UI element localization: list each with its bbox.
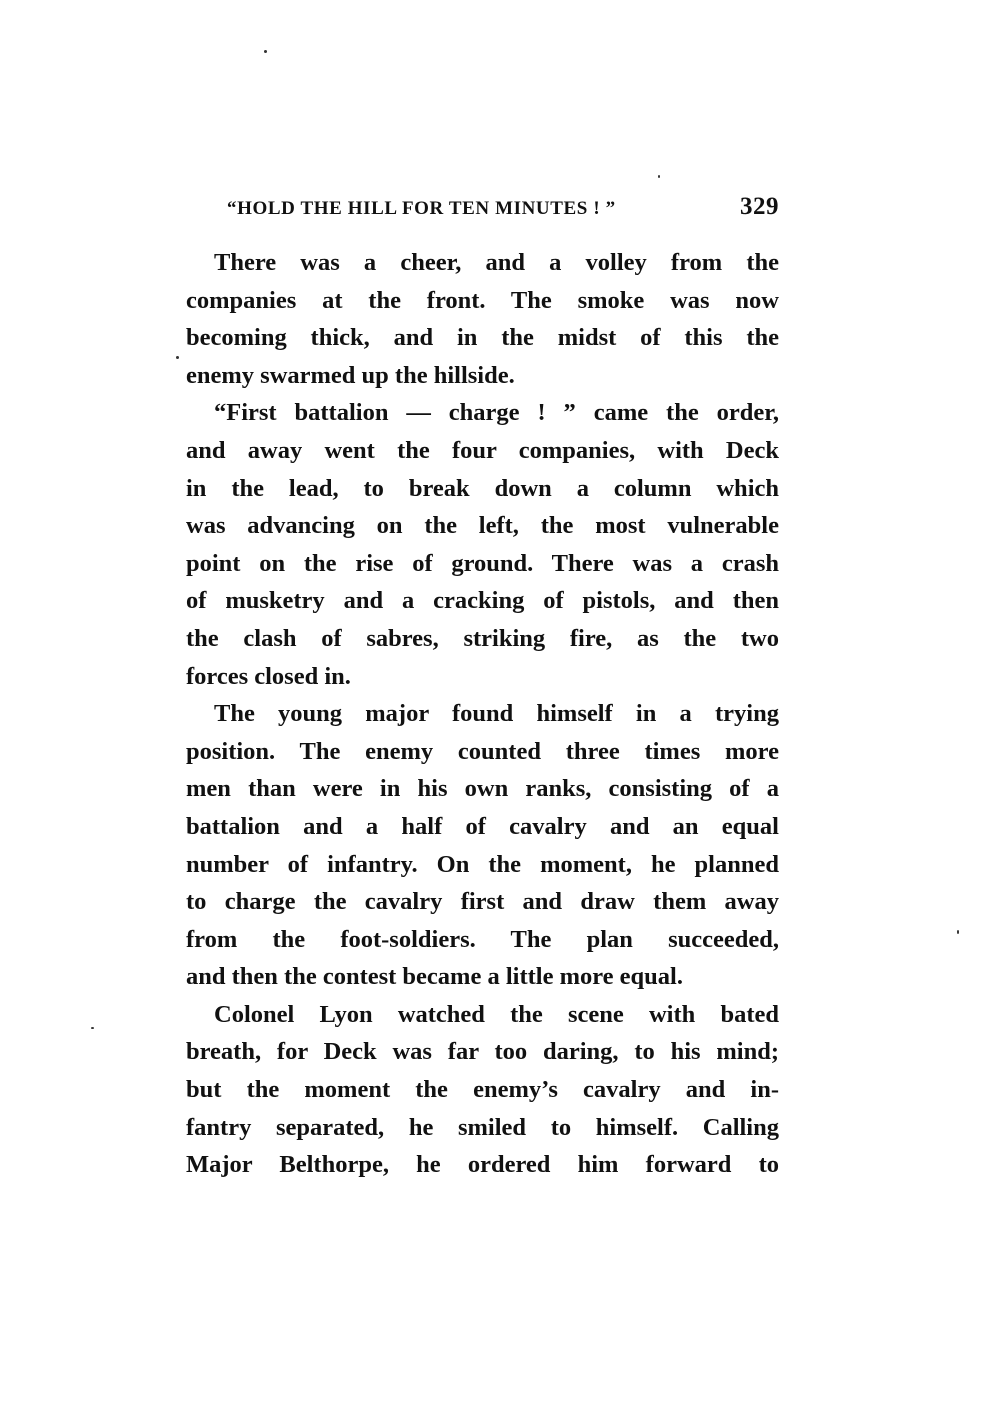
text-line: Colonel Lyon watched the scene with bated <box>214 1000 779 1028</box>
scan-speck <box>91 1027 94 1029</box>
text-line: The young major found himself in a trying <box>214 700 779 728</box>
paragraph <box>186 695 779 996</box>
text-line: forces closed in. <box>186 662 351 690</box>
text-line: was advancing on the left, the most vulnerable <box>186 512 779 540</box>
scan-speck <box>264 50 267 53</box>
scan-speck <box>957 930 959 934</box>
text-line: and away went the four companies, with Deck <box>186 436 779 464</box>
running-head <box>227 193 779 225</box>
running-title: “HOLD THE HILL FOR TEN MINUTES ! ” <box>227 198 616 219</box>
text-line: battalion and a half of cavalry and an equal <box>186 812 779 840</box>
text-line: the clash of sabres, striking fire, as the two <box>186 624 779 652</box>
text-line: of musketry and a cracking of pistols, and then <box>186 587 779 615</box>
text-line: enemy swarmed up the hillside. <box>186 361 515 389</box>
text-line: position. The enemy counted three times more <box>186 737 779 765</box>
scan-speck <box>658 175 660 178</box>
text-line: becoming thick, and in the midst of this the <box>186 324 779 352</box>
text-line: There was a cheer, and a volley from the <box>214 249 779 276</box>
text-line: to charge the cavalry first and draw them away <box>186 888 779 916</box>
scan-speck <box>176 356 179 359</box>
text-line: in the lead, to break down a column which <box>186 474 779 502</box>
text-line: Major Belthorpe, he ordered him forward to <box>186 1151 779 1179</box>
text-line: point on the rise of ground. There was a crash <box>186 549 779 577</box>
paragraph <box>186 996 779 1184</box>
text-line: but the moment the enemy’s cavalry and in- <box>186 1076 779 1104</box>
body-text <box>186 244 779 1184</box>
page-number: 329 <box>740 193 779 220</box>
text-line: from the foot-soldiers. The plan succeeded, <box>186 925 779 953</box>
text-line: number of infantry. On the moment, he planned <box>186 850 779 878</box>
paragraph <box>186 394 779 695</box>
text-line: fantry separated, he smiled to himself. Calling <box>186 1113 779 1141</box>
text-line: companies at the front. The smoke was now <box>186 286 779 314</box>
text-line: “First battalion — charge ! ” came the order, <box>214 399 779 427</box>
text-line: breath, for Deck was far too daring, to his mind; <box>186 1038 779 1066</box>
text-line: men than were in his own ranks, consisting of a <box>186 775 779 803</box>
paragraph <box>186 244 779 394</box>
text-line: and then the contest became a little more equal. <box>186 963 683 991</box>
